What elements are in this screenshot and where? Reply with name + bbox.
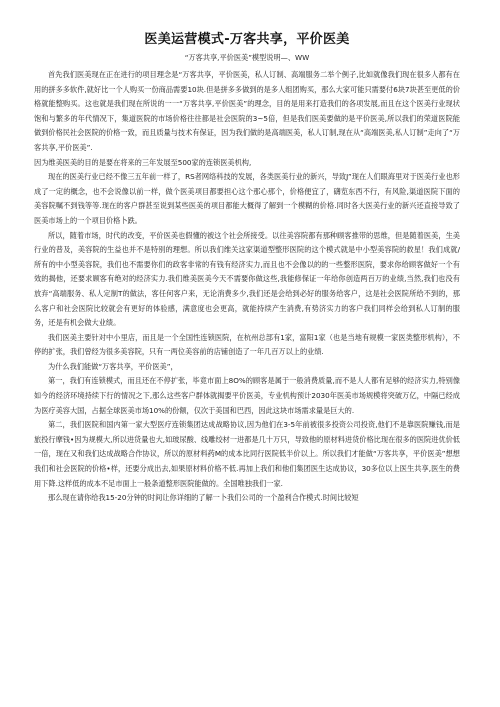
paragraph: 那么现在请你给我15-20分钟的时间让你详细的了解一卜我们公司的一个盈利合作模式.时间比较短	[48, 493, 359, 503]
paragraph: 首先我们医美现在正在进行的项目理念是“万客共享，平价医美，私人订制、高端服务二举个例子,比如就像我们现在很多人都有在用的拼多多软件,就好比一个人购买一份商品需要10块.但是拼多多做到的是多人组团购买，那么大家可能只需要付6块7块甚至更低的价格就能整购买。这也就是我们现在所说的一一“万客共享,平价医美”的理念，目的是用来打造我们的各项发展,而且在这个医美行业现状饱和与繁多的年代情况下，集道医院的市场价格往往都是社会医院的3~5倍，但是我们医美要做的是平价医美,所以我们的荣道医院能做到价格民社会医院的价格一致，而且质量与技术有保证，因为我们做的是高端医美，私人订制,现在从“高端医美,私人订制”走向了“万客共享,平价医美”.	[34, 70, 460, 152]
document-subtitle: “万客共享,平价医美”模型说明—、WW	[184, 53, 310, 62]
paragraph: 为什么我们能做“万客共享，平价医美”，	[48, 361, 178, 371]
paragraph: 因为维美医美的目的是要在将来的三年发展至500家的连锁医美机构,	[34, 157, 252, 167]
document-body	[34, 68, 460, 506]
paragraph: 现在的医美行业已经不像三五年前一样了，RS者网络科技的发展，各类医美行业的新兴，导致J”现在人们眼海里对于医美行业也形成了一定的概念，也不会说像以前一样，做个医美项目都要担心这个那心那个，价格便宜了，礴览东西不行，有风险,渠道医院下面的美容院嘱不到钱等等.现在的客户群甚至说到某些医美的项目都能大概得了解到一个模糊的价格.同时各大医美行业的新兴还直接导致了医美市场上的一个项目价格卜跌。	[34, 172, 460, 225]
paragraph: 第二，我们医院和国内第一家大型医疗连锁集团达成战略协议,因为他们在3-5年前被很多投资公司投资,他们不是靠医院赚钱,而是旅投行摩钱•因为规模大,所以进货量也大,如玻尿酸、线雕绞材一进都是几十万只，导致他的原材料进货价格比现在很多的医院进优价低一倍，现在又和我们达成战略合作协议，所以的原材料药M的成本比同行医院低半价以上。所以我们才能做“万客共享，平价医美”想想我们和社会医院的价格•样，还要分成出去,如果原材料价格不低.再加上我们和他们集团医生达成协议，30多位以上医生共享,医生的费用下降.这样低的成本不足市面上一般条道整形医院能做的。全国唯独我们一家.	[34, 420, 460, 488]
document-title: 医美运营模式-万客共享，平价医美	[144, 32, 350, 47]
paragraph: 我们医美主要针对中小里店，而且是一个全国性连锁医院，在杭州总部有1家，富阳1家（也是当地有规模一家医类整形机构），不停的扩张，我们曾经为很多美容院，只有一两位美容前的店铺创造了一年几百万以上的业绩.	[34, 332, 460, 357]
paragraph: 第一，我们有连锁模式，而且还在不停扩张，毕竟市面上8O%的顾客是属于一般消费质量,而不是人人都有足够的经济实力,特别像如今的经济环境持续下行的情况之下,那么这些客户群体就揭要平价医美，专业机构预计2030年医美市场规模将突破万亿，中隔已经成为医疗美容大国，占据全球医美市场10%的份额，仅次于美国和巴西，因此这块市场需求量是巨大的.	[34, 376, 460, 415]
paragraph: 所以，随着市场，时代的改变，平价医美也假懂的被这个社会所接受。以往美容院都有那种顾客推带的思维，但是随着医美，生美行业的普及，美容院的生益也并不是特别的理想。所以我们维关这家渠道型整形医院的这个模式就是中小型美容院的救星！我们成就/所有的中小型美容院，我们也不需要你们的政客非常的有钱有经济实力,而且也不会像以的的一些整形医院，要求你给顾客做好一个有效的揭他，还要求顾客有绝对的经济实力.我们维美医美今天不需要你做这些,我能修保证一年给你创造两百万的业绩,当然,我们也没有放弃“高端服务、私人定制T的做法，客任何客户来，无论消费多少,我们还是会给到必好的服务给客户，这是社会医院所给不到的，那么客户和社会医院比较就会有更好的体验感，满意度也会更高，就能持续产生消费,有势济实力的客户我们同样会给到私人订制的服务，还是有机会做大业绩。	[34, 230, 460, 328]
